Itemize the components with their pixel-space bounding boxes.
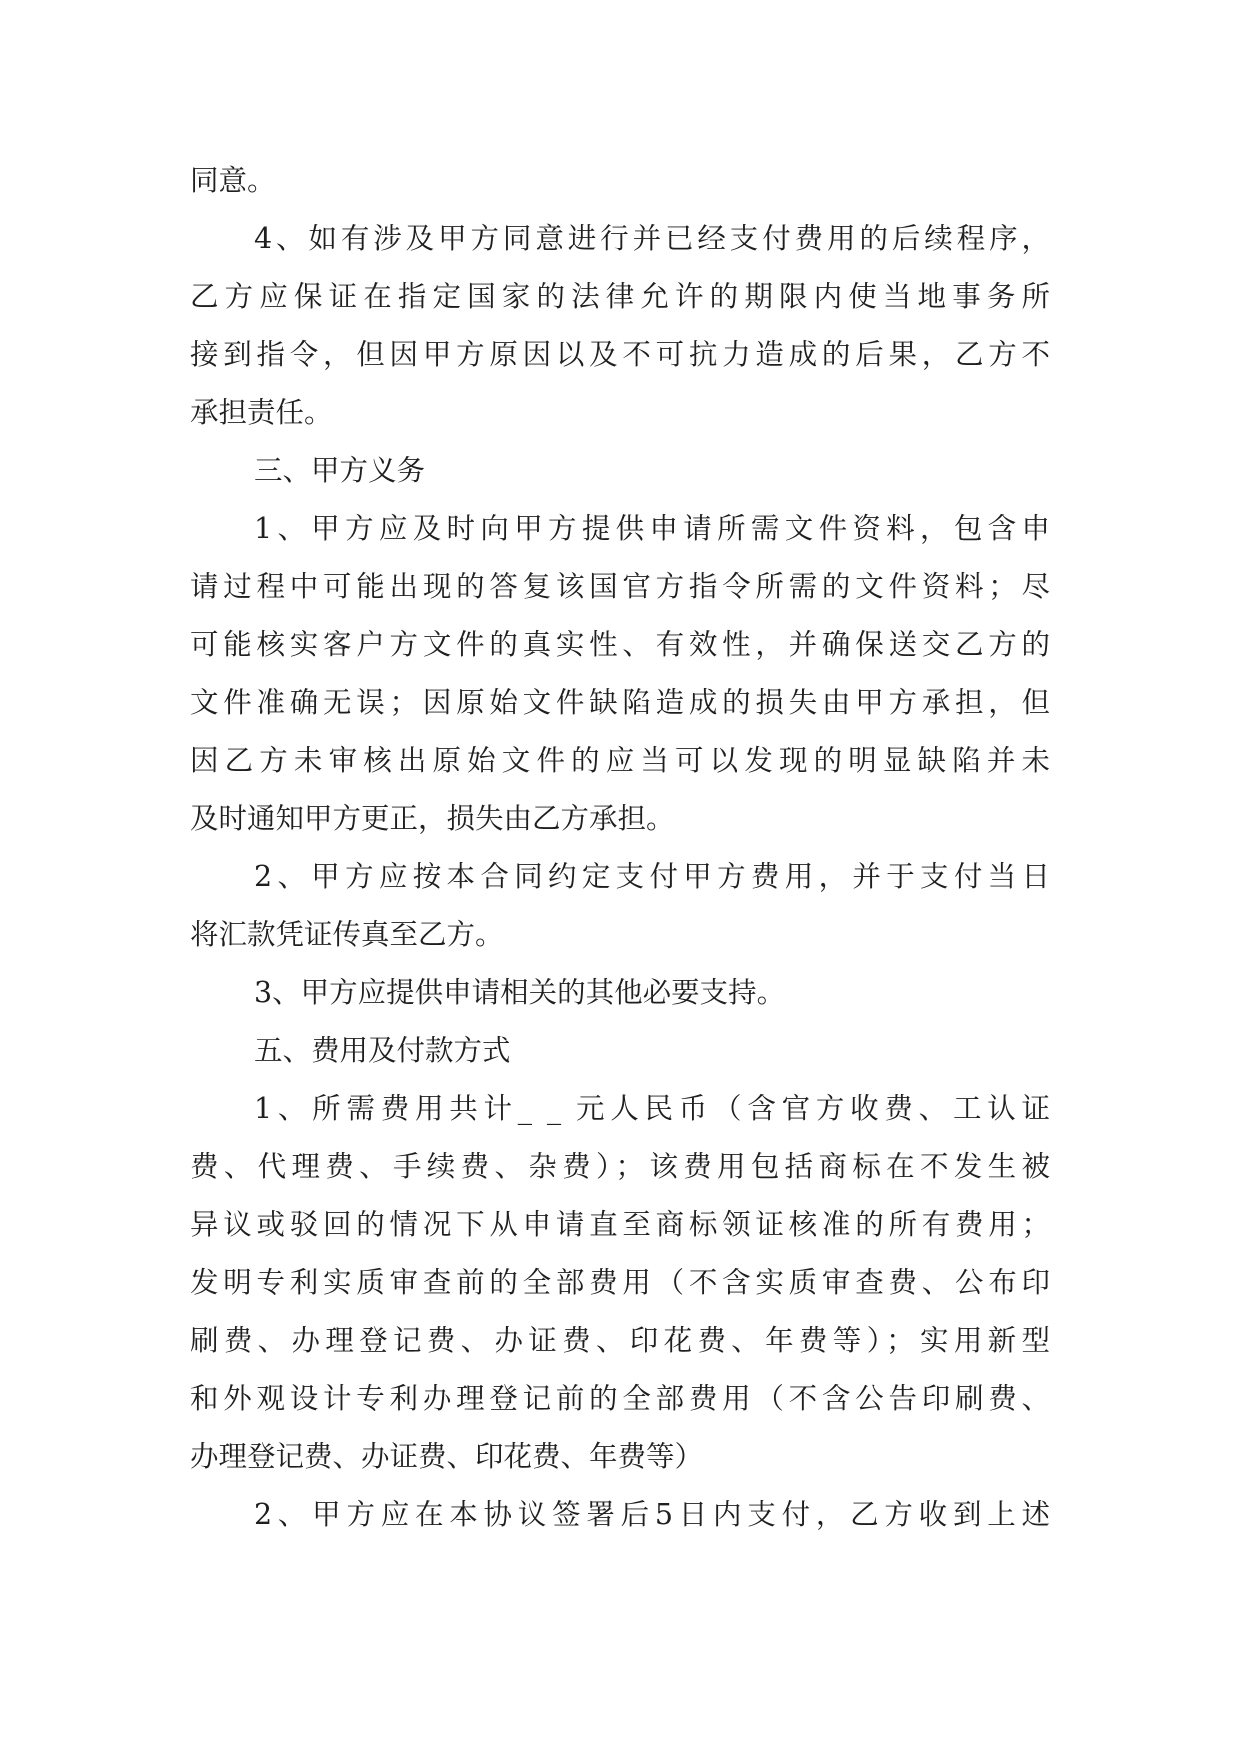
text-line: 异议或驳回的情况下从申请直至商标领证核准的所有费用； — [190, 1208, 1050, 1241]
text-line: 发明专利实质审查前的全部费用（不含实质审查费、公布印 — [190, 1266, 1050, 1299]
document-body — [190, 152, 1050, 1544]
text-line: 和外观设计专利办理登记前的全部费用（不含公告印刷费、 — [190, 1382, 1050, 1415]
text-line: 4、如有涉及甲方同意进行并已经支付费用的后续程序， — [254, 222, 1050, 255]
text-line: 可能核实客户方文件的真实性、有效性，并确保送交乙方的 — [190, 628, 1050, 661]
text-line: 费、代理费、手续费、杂费）；该费用包括商标在不发生被 — [190, 1150, 1050, 1183]
text-line: 2、甲方应按本合同约定支付甲方费用，并于支付当日 — [254, 860, 1050, 893]
text-line: 1、甲方应及时向甲方提供申请所需文件资料，包含申 — [254, 512, 1050, 545]
text-line: 请过程中可能出现的答复该国官方指令所需的文件资料；尽 — [190, 570, 1050, 603]
section-heading: 三、甲方义务 — [254, 454, 426, 487]
text-line: 因乙方未审核出原始文件的应当可以发现的明显缺陷并未 — [190, 744, 1050, 777]
text-line: 接到指令，但因甲方原因以及不可抗力造成的后果，乙方不 — [190, 338, 1050, 371]
text-line: 刷费、办理登记费、办证费、印花费、年费等）；实用新型 — [190, 1324, 1050, 1357]
text-line: 同意。 — [190, 164, 276, 197]
text-line: 将汇款凭证传真至乙方。 — [190, 918, 504, 951]
text-line: 及时通知甲方更正，损失由乙方承担。 — [190, 802, 675, 835]
text-line: 乙方应保证在指定国家的法律允许的期限内使当地事务所 — [190, 280, 1050, 313]
text-line: 承担责任。 — [190, 396, 333, 429]
text-line: 文件准确无误；因原始文件缺陷造成的损失由甲方承担，但 — [190, 686, 1050, 719]
text-line: 2、甲方应在本协议签署后5日内支付，乙方收到上述 — [254, 1498, 1050, 1531]
text-line: 1、所需费用共计_ _ 元人民币（含官方收费、工认证 — [254, 1092, 1050, 1125]
text-line: 3、甲方应提供申请相关的其他必要支持。 — [254, 976, 786, 1009]
section-heading: 五、费用及付款方式 — [254, 1034, 511, 1067]
text-line: 办理登记费、办证费、印花费、年费等） — [190, 1440, 704, 1473]
